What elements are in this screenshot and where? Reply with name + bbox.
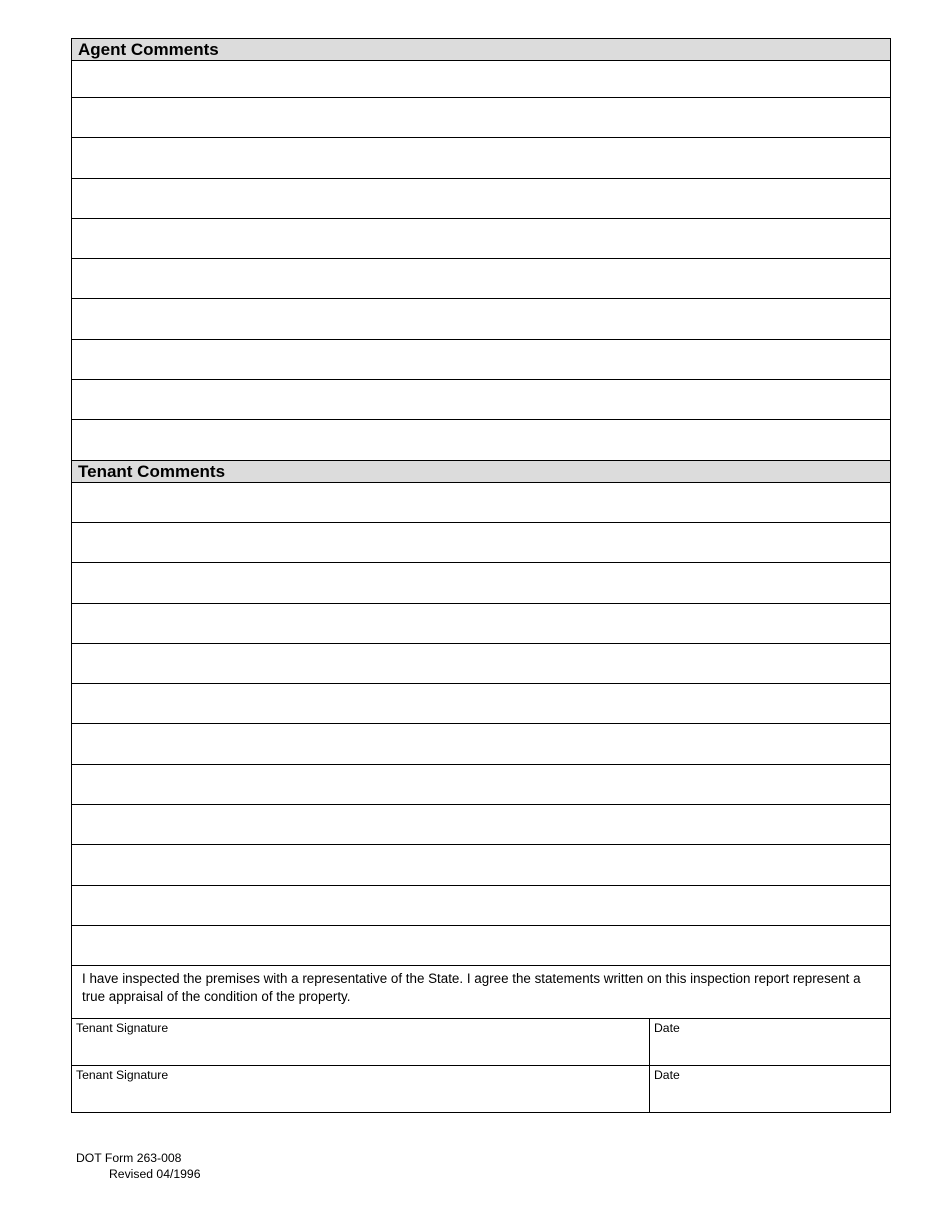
comment-line[interactable] — [72, 886, 890, 926]
comment-line[interactable] — [72, 98, 890, 138]
comment-line[interactable] — [72, 684, 890, 724]
tenant-comments-lines — [72, 483, 890, 967]
comment-line[interactable] — [72, 805, 890, 845]
agent-comments-lines — [72, 61, 890, 461]
tenant-signature-field-1[interactable] — [72, 1019, 650, 1065]
comment-line[interactable] — [72, 259, 890, 299]
comment-line[interactable] — [72, 926, 890, 966]
date-field-1[interactable] — [650, 1019, 890, 1065]
comment-line[interactable] — [72, 340, 890, 380]
comment-line[interactable] — [72, 299, 890, 339]
agent-comments-header: Agent Comments — [72, 39, 890, 61]
tenant-comments-header: Tenant Comments — [72, 461, 890, 483]
date-label: Date — [654, 1021, 680, 1036]
comment-line[interactable] — [72, 563, 890, 603]
comment-line[interactable] — [72, 604, 890, 644]
tenant-signature-label: Tenant Signature — [76, 1021, 169, 1036]
comment-line[interactable] — [72, 219, 890, 259]
comment-line[interactable] — [72, 724, 890, 764]
signature-row-2 — [72, 1066, 890, 1113]
comment-line[interactable] — [72, 138, 890, 178]
form-footer — [76, 1150, 200, 1182]
comment-line[interactable] — [72, 644, 890, 684]
inspection-form — [71, 38, 891, 1113]
comment-line[interactable] — [72, 765, 890, 805]
comment-line[interactable] — [72, 420, 890, 460]
comment-line[interactable] — [72, 523, 890, 563]
certification-statement: I have inspected the premises with a representative of the State. I agree the statements written on this inspection report represent a true appraisal of the condition of the property. — [72, 966, 890, 1019]
signature-row-1 — [72, 1019, 890, 1066]
comment-line[interactable] — [72, 61, 890, 98]
comment-line[interactable] — [72, 845, 890, 885]
comment-line[interactable] — [72, 380, 890, 420]
date-field-2[interactable] — [650, 1066, 890, 1113]
tenant-signature-field-2[interactable] — [72, 1066, 650, 1113]
revision-date: Revised 04/1996 — [109, 1167, 201, 1181]
comment-line[interactable] — [72, 179, 890, 219]
comment-line[interactable] — [72, 483, 890, 523]
date-label: Date — [654, 1067, 680, 1082]
form-number: DOT Form 263-008 — [76, 1151, 182, 1165]
tenant-signature-label: Tenant Signature — [76, 1067, 169, 1082]
